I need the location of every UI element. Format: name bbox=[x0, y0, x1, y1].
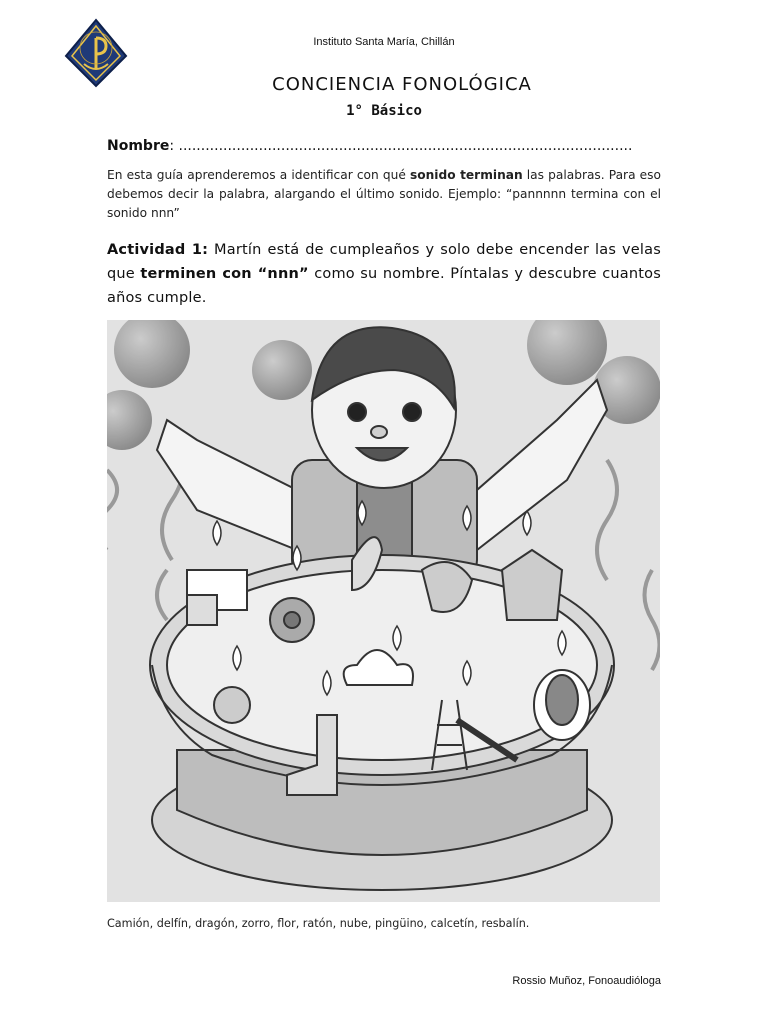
intro-text-1: En esta guía aprenderemos a identificar con qué bbox=[107, 168, 410, 182]
grade-level: 1° Básico bbox=[346, 103, 422, 119]
name-label: Nombre bbox=[107, 138, 170, 154]
intro-paragraph bbox=[107, 166, 661, 223]
intro-bold: sonido terminan bbox=[410, 168, 523, 182]
birthday-cake-illustration bbox=[107, 320, 660, 902]
activity-bold: terminen con “nnn” bbox=[140, 266, 309, 282]
institute-name: Instituto Santa María, Chillán bbox=[313, 36, 455, 48]
activity-text-2: como su nombre. Píntalas y descubre cuantos años cumple. bbox=[107, 266, 661, 306]
activity-instructions bbox=[107, 238, 661, 310]
activity-text-1: Martín está de cumpleaños y solo debe encender las velas que bbox=[107, 242, 661, 282]
page-title: CONCIENCIA FONOLÓGICA bbox=[272, 74, 532, 95]
intro-text-2: las palabras. Para eso debemos decir la palabra, alargando el último sonido. Ejemplo: “pannnnn termina con el sonido nnn” bbox=[107, 168, 661, 220]
author-footer: Rossio Muñoz, Fonoaudióloga bbox=[512, 975, 661, 987]
activity-label: Actividad 1: bbox=[107, 242, 209, 258]
word-list-caption: Camión, delfín, dragón, zorro, flor, ratón, nube, pingüino, calcetín, resbalín. bbox=[107, 917, 530, 930]
name-blank: : ...................................................................................................... bbox=[169, 138, 633, 154]
name-field bbox=[107, 138, 632, 154]
